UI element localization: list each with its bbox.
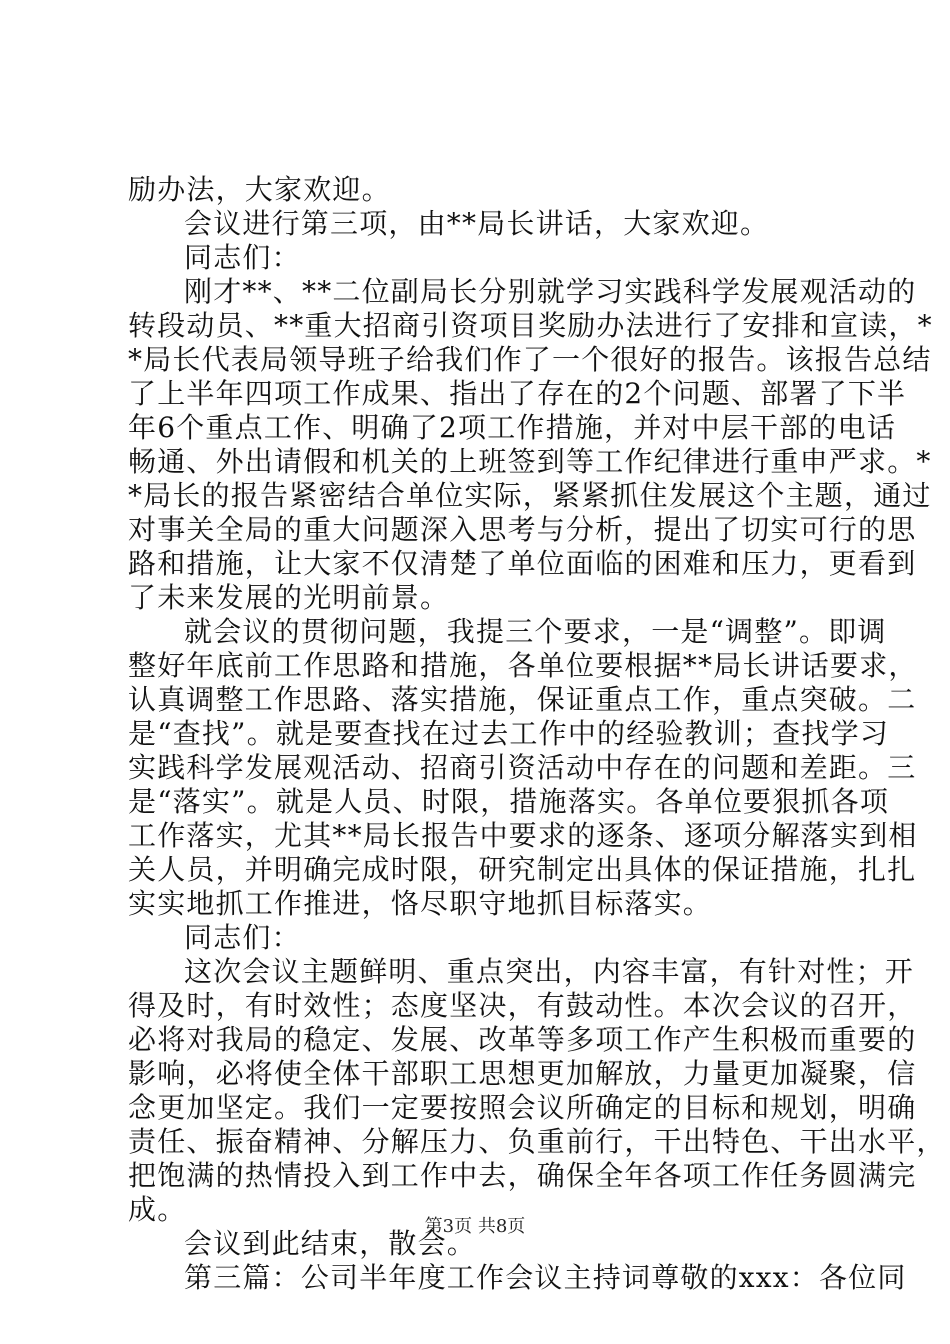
text-line: 必将对我局的稳定、发展、改革等多项工作产生积极而重要的 — [128, 1023, 917, 1056]
text-line: 这次会议主题鲜明、重点突出，内容丰富，有针对性；开 — [184, 955, 915, 988]
text-line: 励办法，大家欢迎。 — [128, 173, 391, 206]
text-line: 会议进行第三项，由**局长讲话，大家欢迎。 — [184, 207, 770, 240]
text-line: 实践科学发展观活动、招商引资活动中存在的问题和差距。三 — [128, 751, 917, 784]
text-line: 刚才**、**二位副局长分别就学习实践科学发展观活动的 — [184, 275, 917, 308]
text-line: 把饱满的热情投入到工作中去，确保全年各项工作任务圆满完 — [128, 1159, 917, 1192]
text-line: 是“落实”。就是人员、时限，措施落实。各单位要狠抓各项 — [128, 785, 890, 818]
text-line: *局长代表局领导班子给我们作了一个很好的报告。该报告总结 — [128, 343, 932, 376]
text-line: 对事关全局的重大问题深入思考与分析，提出了切实可行的思 — [128, 513, 917, 546]
page-footer: 第3页 共8页 — [424, 1216, 526, 1237]
text-line: 认真调整工作思路、落实措施，保证重点工作，重点突破。二 — [128, 683, 917, 716]
text-line: 畅通、外出请假和机关的上班签到等工作纪律进行重申严求。* — [128, 445, 932, 478]
text-line: 工作落实，尤其**局长报告中要求的逐条、逐项分解落实到相 — [128, 819, 918, 852]
text-line: 第三篇：公司半年度工作会议主持词尊敬的xxx：各位同 — [184, 1261, 907, 1294]
text-line: 是“查找”。就是要查找在过去工作中的经验教训；查找学习 — [128, 717, 890, 750]
text-line: 得及时，有时效性；态度坚决，有鼓动性。本次会议的召开， — [128, 989, 917, 1022]
text-line: 转段动员、**重大招商引资项目奖励办法进行了安排和宣读，* — [128, 309, 933, 342]
text-line: 就会议的贯彻问题，我提三个要求，一是“调整”。即调 — [184, 615, 887, 648]
text-line: 了上半年四项工作成果、指出了存在的2个问题、部署了下半 — [128, 377, 907, 410]
text-line: 实实地抓工作推进，恪尽职守地抓目标落实。 — [128, 887, 713, 920]
text-line: 会议到此结束，散会。 — [184, 1227, 477, 1260]
text-line: 路和措施，让大家不仅清楚了单位面临的困难和压力，更看到 — [128, 547, 917, 580]
text-line: 成。 — [128, 1193, 187, 1226]
text-line: 年6个重点工作、明确了2项工作措施，并对中层干部的电话 — [128, 411, 897, 444]
text-line: 同志们： — [184, 241, 301, 274]
text-line: 同志们： — [184, 921, 301, 954]
text-line: *局长的报告紧密结合单位实际，紧紧抓住发展这个主题，通过 — [128, 479, 932, 512]
text-line: 了未来发展的光明前景。 — [128, 581, 450, 614]
text-line: 整好年底前工作思路和措施，各单位要根据**局长讲话要求， — [128, 649, 918, 682]
text-line: 关人员，并明确完成时限，研究制定出具体的保证措施，扎扎 — [128, 853, 917, 886]
text-line: 影响，必将使全体干部职工思想更加解放，力量更加凝聚，信 — [128, 1057, 917, 1090]
text-line: 念更加坚定。我们一定要按照会议所确定的目标和规划，明确 — [128, 1091, 917, 1124]
text-line: 责任、振奋精神、分解压力、负重前行，干出特色、干出水平， — [128, 1125, 946, 1158]
